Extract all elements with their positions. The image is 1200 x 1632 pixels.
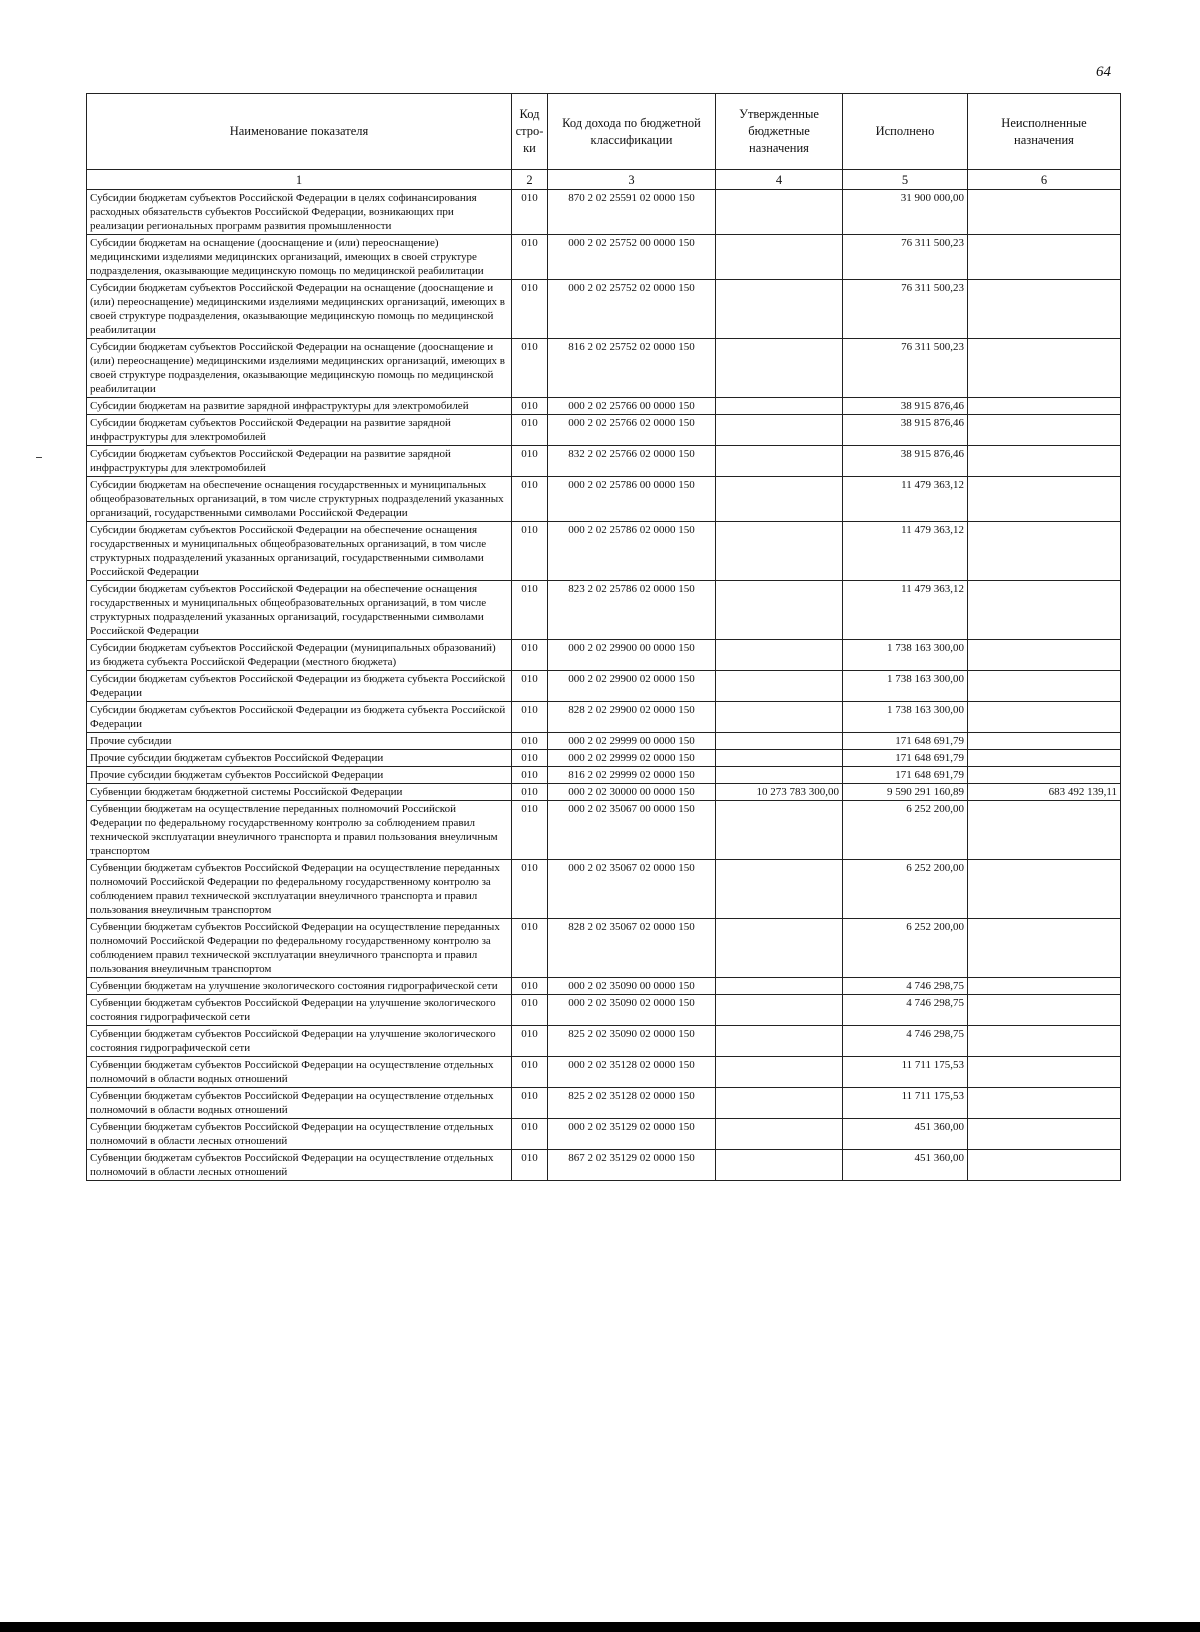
row-unexecuted xyxy=(968,235,1121,280)
row-income-code: 825 2 02 35090 02 0000 150 xyxy=(548,1026,716,1057)
row-income-code: 000 2 02 25766 02 0000 150 xyxy=(548,415,716,446)
column-number: 6 xyxy=(968,170,1121,190)
row-income-code: 000 2 02 25766 00 0000 150 xyxy=(548,398,716,415)
table-row xyxy=(87,784,1121,801)
column-number: 2 xyxy=(512,170,548,190)
row-executed: 9 590 291 160,89 xyxy=(843,784,968,801)
row-unexecuted xyxy=(968,640,1121,671)
table-row xyxy=(87,1088,1121,1119)
row-line-code: 010 xyxy=(512,581,548,640)
row-name: Субвенции бюджетам субъектов Российской Федерации на улучшение экологического состояния гидрографической сети xyxy=(87,995,512,1026)
row-income-code: 000 2 02 25786 02 0000 150 xyxy=(548,522,716,581)
row-line-code: 010 xyxy=(512,446,548,477)
row-income-code: 000 2 02 35067 00 0000 150 xyxy=(548,801,716,860)
row-name: Субвенции бюджетам субъектов Российской Федерации на осуществление отдельных полномочий в области лесных отношений xyxy=(87,1119,512,1150)
row-executed: 171 648 691,79 xyxy=(843,733,968,750)
table-row xyxy=(87,733,1121,750)
page-number: 64 xyxy=(1096,64,1111,80)
row-name: Субвенции бюджетам субъектов Российской Федерации на осуществление отдельных полномочий в области лесных отношений xyxy=(87,1150,512,1181)
row-unexecuted xyxy=(968,860,1121,919)
row-name: Субсидии бюджетам субъектов Российской Федерации в целях софинансирования расходных обязательств субъектов Российской Федерации, возникающих при реализации региональных программ развития промышленности xyxy=(87,190,512,235)
row-executed: 11 479 363,12 xyxy=(843,581,968,640)
row-approved xyxy=(716,446,843,477)
column-number: 4 xyxy=(716,170,843,190)
table-row xyxy=(87,860,1121,919)
row-unexecuted xyxy=(968,767,1121,784)
row-unexecuted xyxy=(968,1119,1121,1150)
row-income-code: 000 2 02 25786 00 0000 150 xyxy=(548,477,716,522)
row-name: Субсидии бюджетам субъектов Российской Федерации из бюджета субъекта Российской Федерации xyxy=(87,702,512,733)
row-line-code: 010 xyxy=(512,919,548,978)
row-unexecuted xyxy=(968,446,1121,477)
row-approved xyxy=(716,1150,843,1181)
row-approved xyxy=(716,978,843,995)
table-row xyxy=(87,522,1121,581)
row-line-code: 010 xyxy=(512,1088,548,1119)
row-unexecuted xyxy=(968,671,1121,702)
row-approved xyxy=(716,190,843,235)
margin-mark xyxy=(36,457,42,458)
row-name: Субсидии бюджетам на обеспечение оснащения государственных и муниципальных общеобразовательных организаций, в том числе структурных подразделений указанных организаций, государственными символами Российской Федерации xyxy=(87,477,512,522)
row-income-code: 825 2 02 35128 02 0000 150 xyxy=(548,1088,716,1119)
column-number: 5 xyxy=(843,170,968,190)
table-row xyxy=(87,1057,1121,1088)
row-line-code: 010 xyxy=(512,1057,548,1088)
row-line-code: 010 xyxy=(512,978,548,995)
row-line-code: 010 xyxy=(512,801,548,860)
row-income-code: 828 2 02 35067 02 0000 150 xyxy=(548,919,716,978)
row-name: Субсидии бюджетам субъектов Российской Федерации на обеспечение оснащения государственных и муниципальных общеобразовательных организаций, в том числе структурных подразделений указанных организаций, государственными символами Российской Федерации xyxy=(87,522,512,581)
row-income-code: 000 2 02 29999 02 0000 150 xyxy=(548,750,716,767)
row-income-code: 867 2 02 35129 02 0000 150 xyxy=(548,1150,716,1181)
row-approved xyxy=(716,398,843,415)
table-row xyxy=(87,995,1121,1026)
table-row xyxy=(87,750,1121,767)
row-income-code: 000 2 02 25752 02 0000 150 xyxy=(548,280,716,339)
row-line-code: 010 xyxy=(512,190,548,235)
row-approved: 10 273 783 300,00 xyxy=(716,784,843,801)
row-executed: 11 479 363,12 xyxy=(843,522,968,581)
row-name: Субсидии бюджетам субъектов Российской Федерации из бюджета субъекта Российской Федерации xyxy=(87,671,512,702)
row-approved xyxy=(716,339,843,398)
row-executed: 171 648 691,79 xyxy=(843,750,968,767)
row-approved xyxy=(716,919,843,978)
row-income-code: 000 2 02 35128 02 0000 150 xyxy=(548,1057,716,1088)
row-income-code: 000 2 02 29900 02 0000 150 xyxy=(548,671,716,702)
row-executed: 1 738 163 300,00 xyxy=(843,671,968,702)
row-executed: 451 360,00 xyxy=(843,1150,968,1181)
row-line-code: 010 xyxy=(512,415,548,446)
row-name: Субвенции бюджетам субъектов Российской Федерации на осуществление отдельных полномочий в области водных отношений xyxy=(87,1057,512,1088)
budget-execution-table xyxy=(86,93,1121,1181)
row-name: Субвенции бюджетам субъектов Российской Федерации на осуществление переданных полномочий Российской Федерации по федеральному государственному контролю за соблюдением правил технической эксплуатации внеуличного транспорта и правил пользования внеуличным транспортом xyxy=(87,919,512,978)
row-name: Субвенции бюджетам субъектов Российской Федерации на улучшение экологического состояния гидрографической сети xyxy=(87,1026,512,1057)
row-name: Прочие субсидии xyxy=(87,733,512,750)
row-name: Прочие субсидии бюджетам субъектов Российской Федерации xyxy=(87,767,512,784)
table-row xyxy=(87,978,1121,995)
row-unexecuted xyxy=(968,978,1121,995)
row-executed: 6 252 200,00 xyxy=(843,919,968,978)
row-name: Субвенции бюджетам на осуществление переданных полномочий Российской Федерации по федеральному государственному контролю за соблюдением правил технической эксплуатации внеуличного транспорта и правил пользования внеуличным транспортом xyxy=(87,801,512,860)
row-unexecuted xyxy=(968,398,1121,415)
row-executed: 11 479 363,12 xyxy=(843,477,968,522)
row-unexecuted xyxy=(968,190,1121,235)
row-approved xyxy=(716,640,843,671)
row-line-code: 010 xyxy=(512,522,548,581)
row-line-code: 010 xyxy=(512,280,548,339)
row-income-code: 000 2 02 29900 00 0000 150 xyxy=(548,640,716,671)
row-income-code: 870 2 02 25591 02 0000 150 xyxy=(548,190,716,235)
row-approved xyxy=(716,581,843,640)
row-line-code: 010 xyxy=(512,702,548,733)
table-row xyxy=(87,235,1121,280)
row-approved xyxy=(716,671,843,702)
row-unexecuted xyxy=(968,280,1121,339)
row-income-code: 000 2 02 35090 02 0000 150 xyxy=(548,995,716,1026)
column-number: 3 xyxy=(548,170,716,190)
row-line-code: 010 xyxy=(512,750,548,767)
row-name: Субсидии бюджетам субъектов Российской Федерации (муниципальных образований) из бюджета субъекта Российской Федерации (местного бюджета) xyxy=(87,640,512,671)
row-approved xyxy=(716,750,843,767)
table-row xyxy=(87,190,1121,235)
row-approved xyxy=(716,767,843,784)
row-approved xyxy=(716,415,843,446)
row-line-code: 010 xyxy=(512,860,548,919)
row-approved xyxy=(716,1026,843,1057)
row-income-code: 823 2 02 25786 02 0000 150 xyxy=(548,581,716,640)
row-income-code: 000 2 02 35067 02 0000 150 xyxy=(548,860,716,919)
table-row xyxy=(87,280,1121,339)
table-row xyxy=(87,1119,1121,1150)
row-executed: 76 311 500,23 xyxy=(843,339,968,398)
row-executed: 31 900 000,00 xyxy=(843,190,968,235)
row-unexecuted xyxy=(968,522,1121,581)
column-number: 1 xyxy=(87,170,512,190)
row-name: Субсидии бюджетам субъектов Российской Федерации на развитие зарядной инфраструктуры для электромобилей xyxy=(87,446,512,477)
row-unexecuted xyxy=(968,995,1121,1026)
row-approved xyxy=(716,702,843,733)
table-row xyxy=(87,398,1121,415)
row-approved xyxy=(716,280,843,339)
row-income-code: 816 2 02 25752 02 0000 150 xyxy=(548,339,716,398)
header-executed: Исполнено xyxy=(843,94,968,170)
row-line-code: 010 xyxy=(512,995,548,1026)
row-income-code: 832 2 02 25766 02 0000 150 xyxy=(548,446,716,477)
table-row xyxy=(87,581,1121,640)
header-income-code: Код дохода по бюджетной классификации xyxy=(548,94,716,170)
table-row xyxy=(87,1150,1121,1181)
row-unexecuted xyxy=(968,801,1121,860)
header-unexecuted: Неисполненные назначения xyxy=(968,94,1121,170)
row-unexecuted xyxy=(968,1026,1121,1057)
table-row xyxy=(87,339,1121,398)
row-approved xyxy=(716,733,843,750)
table-row xyxy=(87,919,1121,978)
row-approved xyxy=(716,477,843,522)
row-executed: 11 711 175,53 xyxy=(843,1057,968,1088)
row-executed: 76 311 500,23 xyxy=(843,235,968,280)
row-name: Субсидии бюджетам на оснащение (дооснащение и (или) переоснащение) медицинскими изделиями медицинских организаций, имеющих в своей структуре подразделения, оказывающие медицинскую помощь по медицинской реабилитации xyxy=(87,235,512,280)
row-name: Субвенции бюджетам на улучшение экологического состояния гидрографической сети xyxy=(87,978,512,995)
row-unexecuted xyxy=(968,1057,1121,1088)
row-executed: 4 746 298,75 xyxy=(843,995,968,1026)
table-row xyxy=(87,477,1121,522)
row-line-code: 010 xyxy=(512,339,548,398)
row-name: Субвенции бюджетам бюджетной системы Российской Федерации xyxy=(87,784,512,801)
row-unexecuted xyxy=(968,477,1121,522)
row-income-code: 000 2 02 25752 00 0000 150 xyxy=(548,235,716,280)
table-row xyxy=(87,640,1121,671)
header-approved: Утвержденные бюджетные назначения xyxy=(716,94,843,170)
row-unexecuted xyxy=(968,919,1121,978)
row-income-code: 000 2 02 30000 00 0000 150 xyxy=(548,784,716,801)
row-approved xyxy=(716,522,843,581)
row-line-code: 010 xyxy=(512,1119,548,1150)
row-line-code: 010 xyxy=(512,767,548,784)
row-unexecuted xyxy=(968,702,1121,733)
header-indicator-name: Наименование показателя xyxy=(87,94,512,170)
table-row xyxy=(87,801,1121,860)
row-approved xyxy=(716,801,843,860)
row-executed: 451 360,00 xyxy=(843,1119,968,1150)
table-header-row xyxy=(87,94,1121,170)
row-unexecuted: 683 492 139,11 xyxy=(968,784,1121,801)
row-executed: 76 311 500,23 xyxy=(843,280,968,339)
table-row xyxy=(87,446,1121,477)
row-executed: 4 746 298,75 xyxy=(843,1026,968,1057)
column-number-row xyxy=(87,170,1121,190)
header-line-code: Код стро- ки xyxy=(512,94,548,170)
row-line-code: 010 xyxy=(512,398,548,415)
row-unexecuted xyxy=(968,733,1121,750)
row-approved xyxy=(716,235,843,280)
table-row xyxy=(87,415,1121,446)
row-line-code: 010 xyxy=(512,640,548,671)
row-line-code: 010 xyxy=(512,784,548,801)
row-name: Субсидии бюджетам субъектов Российской Федерации на оснащение (дооснащение и (или) переоснащение) медицинскими изделиями медицинских организаций, имеющих в своей структуре подразделения, оказывающие медицинскую помощь по медицинской реабилитации xyxy=(87,339,512,398)
row-income-code: 816 2 02 29999 02 0000 150 xyxy=(548,767,716,784)
row-line-code: 010 xyxy=(512,1026,548,1057)
row-approved xyxy=(716,1088,843,1119)
row-income-code: 828 2 02 29900 02 0000 150 xyxy=(548,702,716,733)
table-row xyxy=(87,767,1121,784)
row-approved xyxy=(716,1119,843,1150)
row-name: Субсидии бюджетам субъектов Российской Федерации на оснащение (дооснащение и (или) переоснащение) медицинскими изделиями медицинских организаций, имеющих в своей структуре подразделения, оказывающие медицинскую помощь по медицинской реабилитации xyxy=(87,280,512,339)
row-executed: 38 915 876,46 xyxy=(843,398,968,415)
scan-bottom-edge xyxy=(0,1622,1200,1632)
row-unexecuted xyxy=(968,750,1121,767)
row-income-code: 000 2 02 29999 00 0000 150 xyxy=(548,733,716,750)
row-executed: 171 648 691,79 xyxy=(843,767,968,784)
row-executed: 38 915 876,46 xyxy=(843,446,968,477)
row-executed: 1 738 163 300,00 xyxy=(843,702,968,733)
row-name: Субсидии бюджетам субъектов Российской Федерации на развитие зарядной инфраструктуры для электромобилей xyxy=(87,415,512,446)
row-name: Субсидии бюджетам на развитие зарядной инфраструктуры для электромобилей xyxy=(87,398,512,415)
row-name: Прочие субсидии бюджетам субъектов Российской Федерации xyxy=(87,750,512,767)
row-approved xyxy=(716,995,843,1026)
row-unexecuted xyxy=(968,415,1121,446)
row-unexecuted xyxy=(968,339,1121,398)
row-approved xyxy=(716,860,843,919)
row-executed: 4 746 298,75 xyxy=(843,978,968,995)
row-name: Субвенции бюджетам субъектов Российской Федерации на осуществление переданных полномочий Российской Федерации по федеральному государственному контролю за соблюдением правил технической эксплуатации внеуличного транспорта и правил пользования внеуличным транспортом xyxy=(87,860,512,919)
row-line-code: 010 xyxy=(512,671,548,702)
row-name: Субсидии бюджетам субъектов Российской Федерации на обеспечение оснащения государственных и муниципальных общеобразовательных организаций, в том числе структурных подразделений указанных организаций, государственными символами Российской Федерации xyxy=(87,581,512,640)
table-row xyxy=(87,1026,1121,1057)
row-unexecuted xyxy=(968,581,1121,640)
row-unexecuted xyxy=(968,1150,1121,1181)
row-line-code: 010 xyxy=(512,1150,548,1181)
row-line-code: 010 xyxy=(512,733,548,750)
row-executed: 1 738 163 300,00 xyxy=(843,640,968,671)
table-row xyxy=(87,671,1121,702)
row-name: Субвенции бюджетам субъектов Российской Федерации на осуществление отдельных полномочий в области водных отношений xyxy=(87,1088,512,1119)
row-executed: 6 252 200,00 xyxy=(843,801,968,860)
row-line-code: 010 xyxy=(512,235,548,280)
row-income-code: 000 2 02 35090 00 0000 150 xyxy=(548,978,716,995)
row-executed: 11 711 175,53 xyxy=(843,1088,968,1119)
row-unexecuted xyxy=(968,1088,1121,1119)
row-executed: 6 252 200,00 xyxy=(843,860,968,919)
row-approved xyxy=(716,1057,843,1088)
row-income-code: 000 2 02 35129 02 0000 150 xyxy=(548,1119,716,1150)
table-row xyxy=(87,702,1121,733)
row-executed: 38 915 876,46 xyxy=(843,415,968,446)
row-line-code: 010 xyxy=(512,477,548,522)
